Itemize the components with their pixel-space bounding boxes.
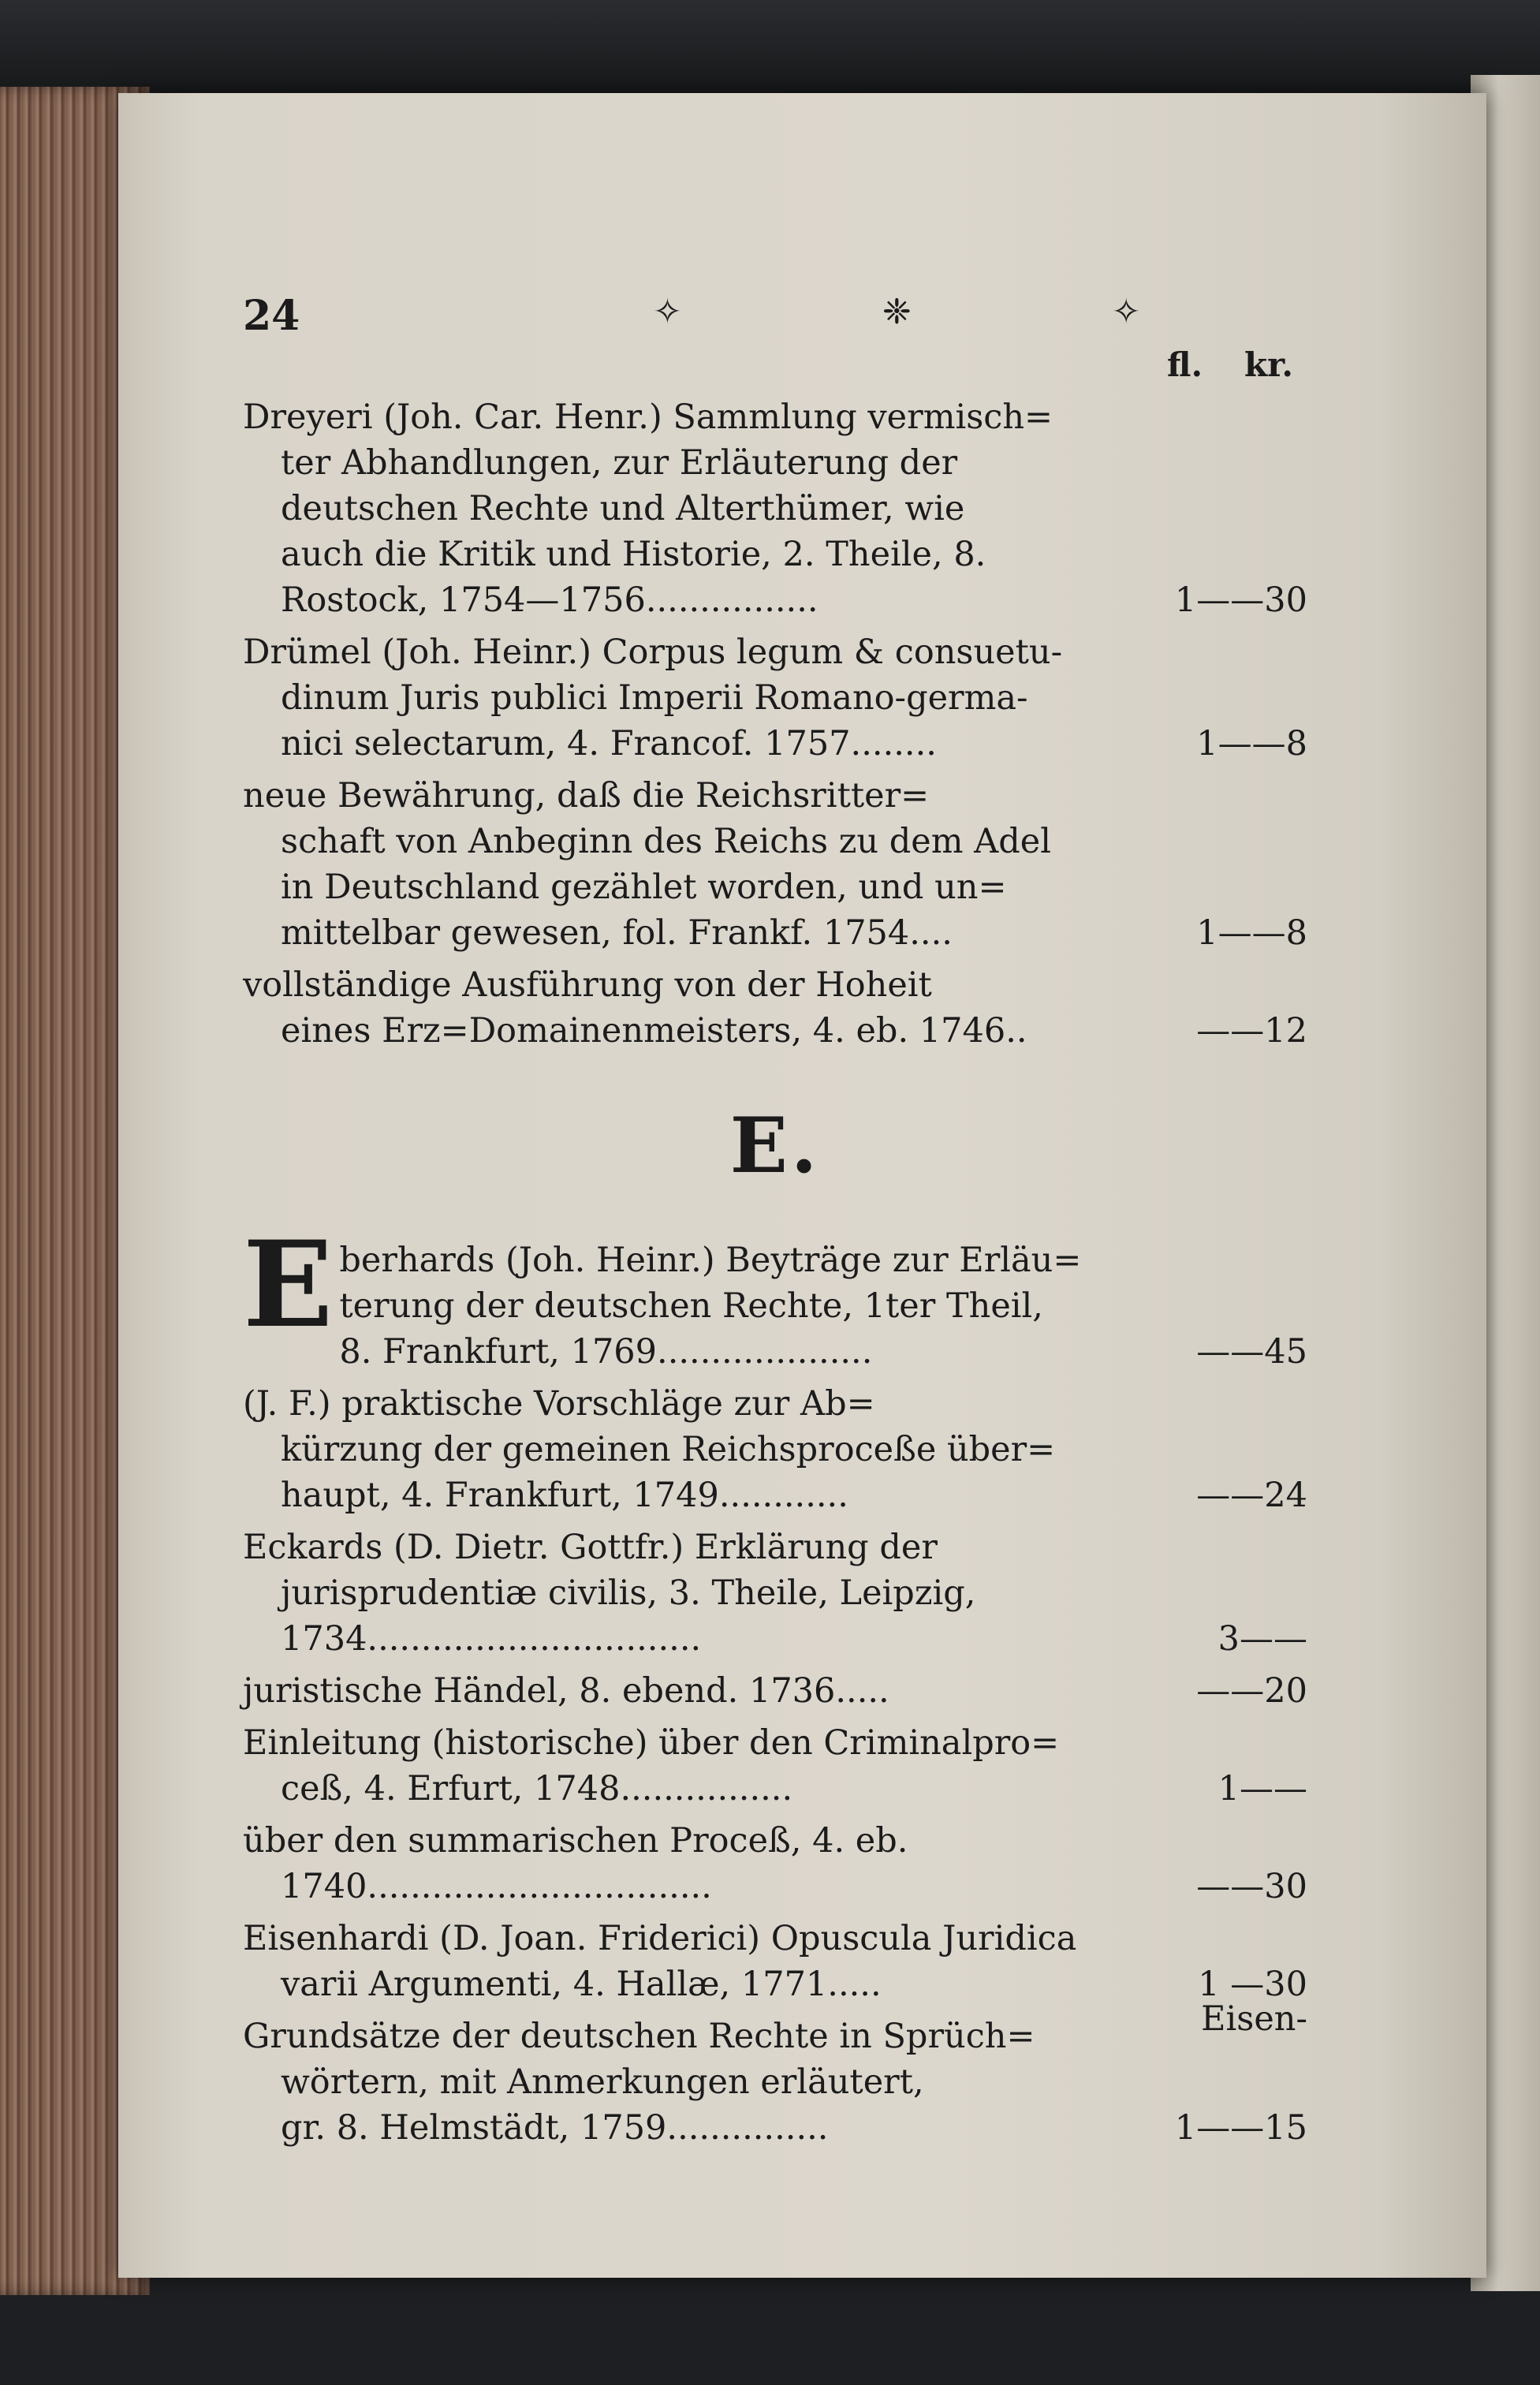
entry-price: 1——8 (1196, 913, 1307, 953)
section-letter: E. (729, 1101, 821, 1190)
column-header-kr: kr. (1244, 345, 1293, 384)
entry-price: ——30 (1196, 1867, 1307, 1906)
catalog-entry (243, 394, 1307, 623)
entry-line: varii Argumenti, 4. Hallæ, 1771..... (281, 1965, 882, 2004)
page-number: 24 (243, 292, 300, 340)
entry-line: ceß, 4. Erfurt, 1748................ (281, 1769, 793, 1808)
entry-line: 8. Frankfurt, 1769.................... (339, 1332, 873, 1372)
entry-line: deutschen Rechte und Alterthümer, wie (281, 489, 965, 528)
entry-line: Rostock, 1754—1756................ (281, 580, 818, 620)
entry-line: gr. 8. Helmstädt, 1759............... (281, 2108, 829, 2148)
entry-text (243, 1818, 1150, 1909)
page-content (243, 292, 1307, 2148)
catalog-entry (243, 629, 1307, 767)
entry-text (243, 1381, 1150, 1518)
entry-line: Dreyeri (Joh. Car. Henr.) Sammlung vermisch= (243, 398, 1053, 437)
catalog-entry (243, 2014, 1307, 2151)
entry-line: über den summarischen Proceß, 4. eb. (243, 1821, 908, 1861)
catalog-entry (243, 1525, 1307, 1662)
entry-price: 1——15 (1174, 2108, 1307, 2148)
drop-cap: E (243, 1215, 334, 1354)
entry-line: in Deutschland gezählet worden, und un= (281, 868, 1007, 907)
page-header (243, 292, 1307, 384)
catalog-entry (243, 1215, 1307, 1375)
entry-line: terung der deutschen Rechte, 1ter Theil, (339, 1286, 1043, 1326)
catchword: Eisen- (1201, 1999, 1307, 2039)
catalog-entry (243, 1381, 1307, 1518)
column-header-fl: fl. (1167, 345, 1203, 384)
entry-text (243, 1525, 1150, 1662)
entry-price: 1 —30 (1198, 1965, 1307, 2004)
entry-line: dinum Juris publici Imperii Romano-germa- (281, 678, 1028, 718)
catalog-entry (243, 1720, 1307, 1812)
entry-line: schaft von Anbeginn des Reichs zu dem Adel (281, 822, 1051, 861)
entry-price: 1—— (1217, 1769, 1307, 1808)
header-ornaments: ✧ ❈ ✧ (653, 292, 1236, 332)
entry-text (243, 2014, 1150, 2151)
entry-line: vollständige Ausführung von der Hoheit (243, 965, 932, 1005)
entry-line: nici selectarum, 4. Francof. 1757........ (281, 724, 937, 763)
entry-line: haupt, 4. Frankfurt, 1749............ (281, 1476, 848, 1515)
catalog-entry (243, 962, 1307, 1054)
entry-price: 1——30 (1174, 580, 1307, 620)
entry-text (243, 394, 1150, 623)
entry-price: ——24 (1196, 1476, 1307, 1515)
entry-line: (J. F.) praktische Vorschläge zur Ab= (243, 1384, 875, 1424)
catalog-entries (243, 394, 1307, 2157)
entry-line: 1740................................ (281, 1867, 712, 1906)
catalog-entry (243, 1916, 1307, 2007)
entry-line: neue Bewährung, daß die Reichsritter= (243, 776, 930, 816)
entry-price: 3—— (1217, 1619, 1307, 1659)
entry-text (243, 629, 1150, 767)
entry-text (243, 1668, 1150, 1714)
entry-line: eines Erz=Domainenmeisters, 4. eb. 1746.. (281, 1011, 1027, 1051)
entry-line: kürzung der gemeinen Reichsproceße über= (281, 1430, 1056, 1469)
entry-price: ——12 (1196, 1011, 1307, 1051)
entry-line: Eckards (D. Dietr. Gottfr.) Erklärung der (243, 1528, 938, 1567)
catalog-entry (243, 1818, 1307, 1909)
entry-price: ——45 (1196, 1332, 1307, 1372)
entry-text (243, 1720, 1150, 1812)
entry-price: ——20 (1196, 1671, 1307, 1711)
catalog-entry (243, 773, 1307, 956)
entry-line: berhards (Joh. Heinr.) Beyträge zur Erläu= (339, 1241, 1082, 1280)
entry-line: Einleitung (historische) über den Criminalpro= (243, 1723, 1060, 1763)
entry-line: auch die Kritik und Historie, 2. Theile, 8. (281, 535, 986, 574)
entry-line: mittelbar gewesen, fol. Frankf. 1754.... (281, 913, 953, 953)
entry-line: wörtern, mit Anmerkungen erläutert, (281, 2062, 924, 2102)
entry-price: 1——8 (1196, 724, 1307, 763)
entry-line: jurisprudentiæ civilis, 3. Theile, Leipzig, (281, 1573, 976, 1613)
entries-e (243, 1215, 1307, 2151)
entry-text (243, 1215, 1150, 1375)
entry-line: ter Abhandlungen, zur Erläuterung der (281, 443, 958, 483)
entry-text (243, 1916, 1150, 2007)
entry-text (243, 773, 1150, 956)
entry-line: Drümel (Joh. Heinr.) Corpus legum & consuetu- (243, 633, 1063, 672)
entry-text (243, 962, 1150, 1054)
entry-line: Grundsätze der deutschen Rechte in Sprüch= (243, 2017, 1035, 2056)
book-cover-edge (0, 0, 1540, 95)
entry-line: 1734............................... (281, 1619, 702, 1659)
entry-line: Eisenhardi (D. Joan. Friderici) Opuscula Juridica (243, 1919, 1077, 1958)
entry-line: juristische Händel, 8. ebend. 1736..... (243, 1671, 889, 1711)
catalog-entry (243, 1668, 1307, 1714)
entries-d (243, 394, 1307, 1054)
